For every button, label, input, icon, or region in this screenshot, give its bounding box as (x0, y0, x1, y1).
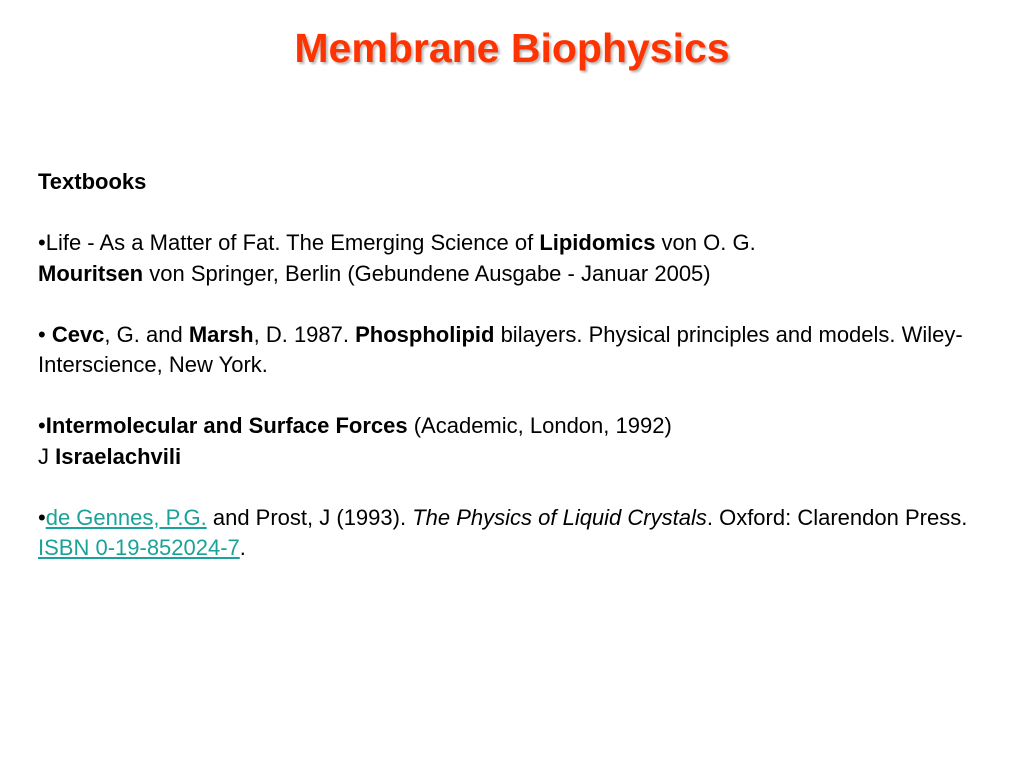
bullet: • (38, 230, 46, 255)
bullet: • (38, 321, 52, 347)
ref-text: bilayers. Physical principles and models. Wiley-Interscience, New York. (38, 321, 963, 377)
ref-book-title: The Physics of Liquid Crystals (412, 504, 707, 530)
ref-author: Israelachvili (55, 443, 182, 469)
ref-title: Intermolecular and Surface Forces (45, 413, 408, 438)
ref-text: J (38, 443, 56, 469)
ref-author: Cevc (51, 321, 105, 347)
ref-text: Life - As a Matter of Fat. The Emerging Science of (45, 230, 540, 255)
ref-keyword: Lipidomics (539, 230, 656, 255)
ref-text: , G. and (104, 321, 189, 347)
reference-1 (38, 228, 988, 289)
ref-text: , D. 1987. (253, 321, 356, 347)
slide-title: Membrane Biophysics (294, 25, 730, 71)
author-link[interactable]: de Gennes, P.G. (45, 504, 207, 530)
ref-text: (Academic, London, 1992) (407, 413, 672, 438)
ref-author: Mouritsen (38, 260, 144, 286)
ref-text: von Springer, Berlin (Gebundene Ausgabe - Januar 2005) (143, 260, 711, 286)
ref-text: . (239, 535, 246, 560)
reference-4 (38, 503, 988, 564)
bullet: • (38, 413, 46, 438)
ref-keyword: Phospholipid (355, 321, 495, 347)
slide-body (38, 167, 988, 564)
reference-3 (38, 411, 988, 472)
textbooks-heading (38, 167, 988, 198)
ref-text: and Prost, J (1993). (206, 504, 413, 530)
ref-text: . Oxford: Clarendon Press. (706, 504, 968, 530)
isbn-link[interactable]: ISBN 0-19-852024-7 (38, 535, 240, 560)
reference-2 (38, 320, 988, 381)
heading-text: Textbooks (38, 169, 147, 194)
bullet: • (38, 504, 46, 530)
ref-text: von O. G. (655, 230, 756, 255)
ref-author: Marsh (188, 321, 254, 347)
